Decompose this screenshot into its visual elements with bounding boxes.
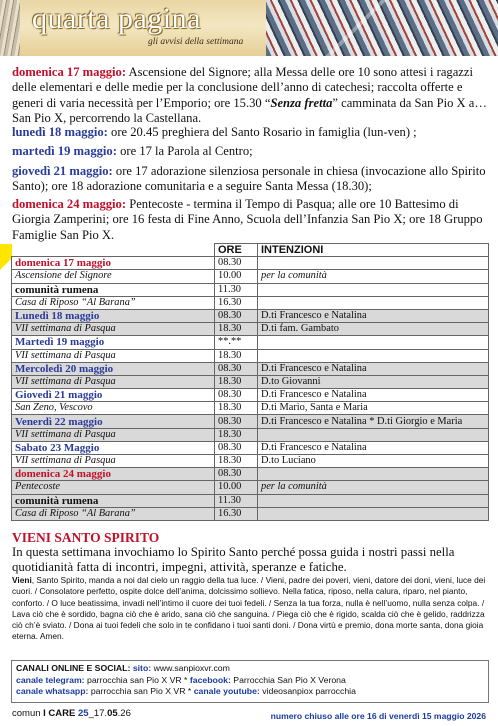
announcement-text: Pentecoste - termina il Tempo di Pasqua; alle ore 10 Battesimo di Giorgia Zamperini; ore 16 festa di Fine Anno, Scuola dell’Infanzia San Pio X; ore 18 Gruppo Famiglie San Pio X. bbox=[12, 197, 483, 242]
table-row bbox=[12, 468, 489, 481]
intention-cell: D.to Luciano bbox=[258, 455, 489, 468]
channels-line-whatsapp bbox=[16, 686, 484, 698]
time-cell: 11.30 bbox=[215, 283, 258, 296]
table-row bbox=[12, 283, 489, 296]
footer-closing-note: numero chiuso alle ore 16 di venerdì 15 maggio 2026 bbox=[270, 711, 486, 721]
announcement-text: ” camminata da San Pio X a… San Pio X, percorrendo la Castellana. bbox=[12, 95, 487, 125]
intention-cell: per la comunità bbox=[258, 270, 489, 283]
intention-cell bbox=[258, 336, 489, 349]
announcement-day: lunedì 18 maggio: bbox=[12, 125, 108, 139]
youtube-link[interactable]: videosanpiox parrocchia bbox=[259, 686, 356, 696]
spirito-prayer bbox=[12, 575, 490, 643]
intention-cell: D.to Giovanni bbox=[258, 375, 489, 388]
table-header-intenzioni: INTENZIONI bbox=[258, 244, 489, 257]
channels-box bbox=[11, 660, 489, 703]
prayer-text: , Santo Spirito, manda a noi dal cielo un raggio della tua luce. / Vieni, padre dei poveri, vieni, datore dei doni, vieni, luce dei cuori. / Consolatore perfetto, ospite dolce dell’anima, dolcissimo sollievo. Nella fatica, riposo, nella calura, riparo, nel pianto, conforto. / O luce beatissima, invadi nell’intimo il cuore dei tuoi fedeli. / Senza la tua forza, nulla è nell’uomo, nulla senza colpa. / Lava ciò che è sordido, bagna ciò che è arido, sana ciò che sanguina. / Piega ciò che è rigido, scalda ciò che è gelido, raddrizza ciò ch’è sviato. / Dona ai tuoi fedeli che solo in te confidano i tuoi santi doni. / Dona virtù e premio, dona morte santa, dona gioia eterna. Amen. bbox=[12, 575, 486, 642]
announcement-text: ore 20.45 preghiera del Santo Rosario in famiglia (lun-ven) ; bbox=[107, 125, 417, 139]
announcement-text: ore 17 la Parola al Centro; bbox=[116, 144, 253, 158]
site-link[interactable]: www.sanpioxvr.com bbox=[151, 663, 230, 673]
youtube-label: canale youtube: bbox=[193, 686, 260, 696]
table-row bbox=[12, 336, 489, 349]
table-row bbox=[12, 257, 489, 270]
intention-cell bbox=[258, 283, 489, 296]
intention-cell: D.ti Francesco e Natalina * D.ti Giorgio e Maria bbox=[258, 415, 489, 428]
day-cell: Mercoledì 20 maggio bbox=[12, 362, 215, 375]
announcement-sunday-17 bbox=[12, 65, 490, 126]
day-cell: comunità rumena bbox=[12, 283, 215, 296]
masthead-title: quarta pagina bbox=[32, 2, 201, 35]
time-cell: 18.30 bbox=[215, 349, 258, 362]
table-header-row bbox=[12, 244, 489, 257]
day-cell: comunità rumena bbox=[12, 494, 215, 507]
table-row bbox=[12, 270, 489, 283]
announcement-day: martedì 19 maggio: bbox=[12, 144, 117, 158]
table-row bbox=[12, 441, 489, 454]
time-cell: 18.30 bbox=[215, 428, 258, 441]
masthead-banner bbox=[20, 0, 266, 56]
intention-cell: D.ti fam. Gambato bbox=[258, 323, 489, 336]
table-row bbox=[12, 296, 489, 309]
day-cell: VII settimana di Pasqua bbox=[12, 455, 215, 468]
table-row bbox=[12, 428, 489, 441]
intention-cell: per la comunità bbox=[258, 481, 489, 494]
table-header-blank bbox=[12, 244, 215, 257]
announcement-day: giovedì 21 maggio: bbox=[12, 164, 113, 178]
intention-cell: D.ti Francesco e Natalina bbox=[258, 441, 489, 454]
whatsapp-link[interactable]: parrocchia san Pio X VR * bbox=[88, 686, 194, 696]
footer-date-year: .26 bbox=[117, 708, 131, 719]
day-cell: Sabato 23 Maggio bbox=[12, 441, 215, 454]
announcement-day: domenica 17 maggio: bbox=[12, 65, 127, 79]
table-row bbox=[12, 375, 489, 388]
day-cell: VII settimana di Pasqua bbox=[12, 349, 215, 362]
time-cell: 08.30 bbox=[215, 441, 258, 454]
time-cell: 18.30 bbox=[215, 455, 258, 468]
announcement-thursday-21 bbox=[12, 164, 490, 195]
table-row bbox=[12, 349, 489, 362]
prayer-lead: Vieni bbox=[12, 575, 32, 585]
mass-schedule-table bbox=[11, 243, 489, 521]
time-cell: 16.30 bbox=[215, 296, 258, 309]
table-header-ore: ORE bbox=[215, 244, 258, 257]
masthead bbox=[0, 0, 498, 56]
time-cell: 10.00 bbox=[215, 481, 258, 494]
time-cell: **.** bbox=[215, 336, 258, 349]
time-cell: 18.30 bbox=[215, 402, 258, 415]
table-row bbox=[12, 402, 489, 415]
footer-icare: I CARE bbox=[43, 708, 76, 719]
table-row bbox=[12, 362, 489, 375]
day-cell: VII settimana di Pasqua bbox=[12, 428, 215, 441]
day-cell: Lunedì 18 maggio bbox=[12, 309, 215, 322]
announcement-tuesday-19 bbox=[12, 144, 490, 159]
facebook-label: facebook: bbox=[189, 674, 231, 685]
table-row bbox=[12, 323, 489, 336]
time-cell: 08.30 bbox=[215, 468, 258, 481]
table-row bbox=[12, 415, 489, 428]
site-label: sito: bbox=[132, 663, 152, 673]
table-row bbox=[12, 494, 489, 507]
table-row bbox=[12, 481, 489, 494]
intention-cell: D.ti Francesco e Natalina bbox=[258, 309, 489, 322]
intention-cell bbox=[258, 468, 489, 481]
masthead-newspapers-image bbox=[266, 0, 498, 56]
time-cell: 08.30 bbox=[215, 389, 258, 402]
day-cell: Pentecoste bbox=[12, 481, 215, 494]
intention-cell: D.ti Francesco e Natalina bbox=[258, 362, 489, 375]
time-cell: 08.30 bbox=[215, 362, 258, 375]
channels-heading: CANALI ONLINE E SOCIAL: bbox=[16, 663, 131, 673]
day-cell: San Zeno, Vescovo bbox=[12, 402, 215, 415]
footer-date-day: _17. bbox=[88, 708, 108, 719]
spirito-title: VIENI SANTO SPIRITO bbox=[12, 530, 160, 545]
table-row bbox=[12, 389, 489, 402]
intention-cell bbox=[258, 296, 489, 309]
intention-cell bbox=[258, 507, 489, 520]
table-row bbox=[12, 507, 489, 520]
time-cell: 18.30 bbox=[215, 323, 258, 336]
announcement-monday-18 bbox=[12, 125, 490, 140]
day-cell: domenica 24 maggio bbox=[12, 468, 215, 481]
intention-cell: D.ti Francesco e Natalina bbox=[258, 389, 489, 402]
day-cell: Giovedì 21 maggio bbox=[12, 389, 215, 402]
time-cell: 16.30 bbox=[215, 507, 258, 520]
intention-cell bbox=[258, 494, 489, 507]
time-cell: 18.30 bbox=[215, 375, 258, 388]
announcement-italic: Senza fretta bbox=[270, 95, 333, 110]
time-cell: 08.30 bbox=[215, 415, 258, 428]
time-cell: 10.00 bbox=[215, 270, 258, 283]
day-cell: Venerdì 22 maggio bbox=[12, 415, 215, 428]
table-row bbox=[12, 455, 489, 468]
facebook-link[interactable]: Parrocchia San Pio X Verona bbox=[230, 674, 346, 685]
telegram-link[interactable]: parrocchia san Pio X VR * bbox=[84, 674, 190, 685]
telegram-label: canale telegram: bbox=[16, 674, 85, 685]
day-cell: Ascensione del Signore bbox=[12, 270, 215, 283]
whatsapp-label: canale whatsapp: bbox=[16, 686, 89, 696]
time-cell: 08.30 bbox=[215, 309, 258, 322]
table-row bbox=[12, 309, 489, 322]
channels-line-site bbox=[16, 663, 484, 675]
footer-date-month: 05 bbox=[107, 708, 118, 719]
masthead-subtitle: gli avvisi della settimana bbox=[148, 37, 244, 47]
spirito-intro: In questa settimana invochiamo lo Spirito Santo perché possa guida i nostri passi nella quotidianità fatta di incontri, impegni, attività, speranze e fatiche. bbox=[12, 545, 455, 574]
time-cell: 11.30 bbox=[215, 494, 258, 507]
time-cell: 08.30 bbox=[215, 257, 258, 270]
footer-prefix: comun bbox=[12, 708, 44, 719]
announcement-day: domenica 24 maggio: bbox=[12, 197, 127, 211]
intention-cell bbox=[258, 257, 489, 270]
day-cell: domenica 17 maggio bbox=[12, 257, 215, 270]
footer-issue bbox=[12, 708, 131, 719]
announcement-text: Ascensione del Signore; alla Messa delle ore 10 sono attesi i ragazzi delle elementari e delle medie per la conclusione dell’anno di catechesi; raccolta offerte e generi di varia necessità per l’Emporio; ore 15.30 “ bbox=[12, 65, 473, 110]
channels-line-telegram bbox=[16, 675, 484, 687]
intention-cell bbox=[258, 349, 489, 362]
intention-cell bbox=[258, 428, 489, 441]
day-cell: VII settimana di Pasqua bbox=[12, 375, 215, 388]
day-cell: Martedì 19 maggio bbox=[12, 336, 215, 349]
footer-issue-number: 25 bbox=[75, 708, 89, 719]
day-cell: Casa di Riposo “Al Barana” bbox=[12, 507, 215, 520]
announcement-text: ore 17 adorazione silenziosa personale in chiesa (invocazione allo Spirito Santo); ore 18 adorazione comunitaria e a seguire Santa Messa (18.30); bbox=[12, 164, 486, 194]
day-cell: Casa di Riposo “Al Barana” bbox=[12, 296, 215, 309]
masthead-photo-left bbox=[0, 0, 20, 56]
intention-cell: D.ti Mario, Santa e Maria bbox=[258, 402, 489, 415]
day-cell: VII settimana di Pasqua bbox=[12, 323, 215, 336]
announcement-sunday-24 bbox=[12, 197, 490, 243]
